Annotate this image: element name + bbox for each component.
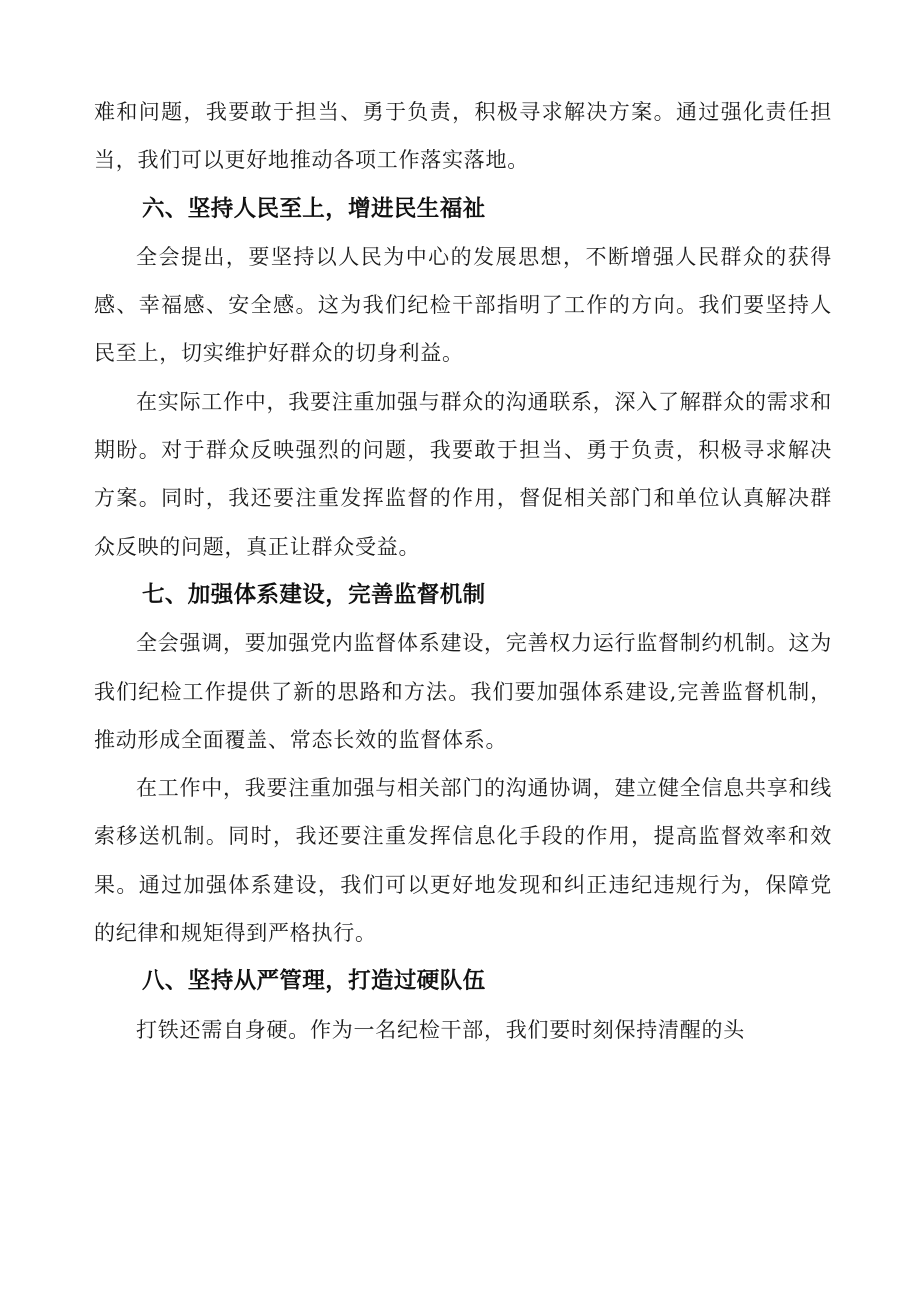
paragraph-continuation: 难和问题，我要敢于担当、勇于负责，积极寻求解决方案。通过强化责任担当，我们可以更好地推动各项工作落实落地。 xyxy=(94,100,832,173)
paragraph: 在工作中，我要注重加强与相关部门的沟通协调，建立健全信息共享和线索移送机制。同时，我还要注重发挥信息化手段的作用，提高监督效率和效果。通过加强体系建设，我们可以更好地发现和纠正违纪违规行为，保障党的纪律和规矩得到严格执行。 xyxy=(94,776,832,946)
paragraph: 全会强调，要加强党内监督体系建设，完善权力运行监督制约机制。这为我们纪检工作提供了新的思路和方法。我们要加强体系建设,完善监督机制，推动形成全面覆盖、常态长效的监督体系。 xyxy=(94,631,832,752)
section-heading-6: 六、坚持人民至上，增进民生福祉 xyxy=(142,195,486,222)
section-heading-8: 八、坚持从严管理，打造过硬队伍 xyxy=(142,968,486,995)
section-heading-7: 七、加强体系建设，完善监督机制 xyxy=(142,581,486,608)
paragraph-partial: 打铁还需自身硬。作为一名纪检干部，我们要时刻保持清醒的头 xyxy=(136,1017,745,1042)
paragraph: 在实际工作中，我要注重加强与群众的沟通联系，深入了解群众的需求和期盼。对于群众反映强烈的问题，我要敢于担当、勇于负责，积极寻求解决方案。同时，我还要注重发挥监督的作用，督促相关部门和单位认真解决群众反映的问题，真正让群众受益。 xyxy=(94,389,832,559)
paragraph: 全会提出，要坚持以人民为中心的发展思想，不断增强人民群众的获得感、幸福感、安全感。这为我们纪检干部指明了工作的方向。我们要坚持人民至上，切实维护好群众的切身利益。 xyxy=(94,244,832,366)
document-body xyxy=(94,88,832,1054)
